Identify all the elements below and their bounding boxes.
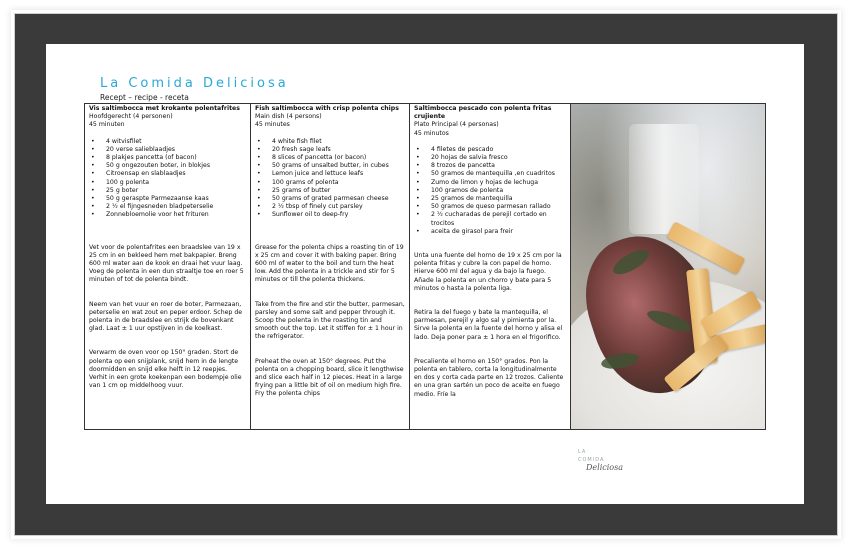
ingredient-item: • 25 gramos de mantequilla — [414, 195, 566, 203]
ingredient-item: • 100 gramos de polenta — [414, 187, 566, 195]
brand-title: La Comida Deliciosa — [100, 76, 289, 91]
ingredient-item: • 50 gramos de queso parmesan rallado — [414, 203, 566, 211]
recipe-step: Precaliente el horno en 150° grados. Pon la polenta en tablero, corta la longitudinalmente en dos y corta cada parte en 12 trozos. Caliente en una gran sartén un poco de aceite en fuego medio. Fríe la — [414, 357, 564, 398]
dish-photo — [571, 104, 765, 429]
ingredient-item: • 100 grams of polenta — [255, 179, 405, 187]
recipe-step: Verwarm de oven voor op 150° graden. Stort de polenta op een snijplank, snijd hem in de lengte doormidden en snijd elke helft in 12 reepjes. Verhit in een grote koekenpan een bodempje olie van 1 cm op middelhoog vuur. — [89, 349, 242, 390]
ingredient-item: • 8 plakjes pancetta (of bacon) — [89, 154, 246, 162]
ingredient-list — [89, 138, 246, 220]
recipe-step: Unta una fuente del horno de 19 x 25 cm por la polenta fritas y cubre la con papel de horno. Hierve 600 ml del agua y da bajo la fuego. Añade la polenta en un chorro y bate para 5 minutos o hasta la polenta liga. — [414, 252, 562, 292]
recipe-step: Retira la del fuego y bate la mantequilla, el parmesan, perejil y algo sal y pimienta por la. Sirve la polenta en la fuente del horno y alisa el lado. Deja poner para ± 1 hora en el frigorifico. — [414, 309, 563, 341]
recipe-column-dutch — [85, 104, 251, 429]
ingredient-list — [414, 146, 566, 236]
ingredient-item: • 4 white fish filet — [255, 138, 405, 146]
ingredient-item: • 2 ½ cucharadas de perejil cortado en trocitos — [414, 211, 566, 227]
ingredient-item: • 2 ½ tbsp of finely cut parsley — [255, 203, 405, 211]
recipe-step: Preheat the oven at 150° degrees. Put the polenta on a chopping board, slice it lengthwise and slice each half in 12 pieces. Heat in a large frying pan a little bit of oil on medium high fire. Fry the polenta chips — [255, 357, 404, 398]
recipe-time: 45 minutes — [255, 121, 290, 129]
ingredient-item: • 20 fresh sage leafs — [255, 146, 405, 154]
recipe-title: Vis saltimbocca met krokante polentafrites — [89, 105, 240, 112]
recipe-course: Plato Principal (4 personas) — [414, 121, 499, 129]
recipe-column-english — [251, 104, 410, 429]
ingredient-item: • Zumo de limon y hojas de lechuga — [414, 179, 566, 187]
ingredient-item: • 8 trozos de pancetta — [414, 162, 566, 170]
recipe-column-spanish — [410, 104, 571, 429]
ingredient-item: • 50 grams of unsalted butter, in cubes — [255, 162, 405, 170]
recipe-step: Neem van het vuur en roer de boter, Parmezaan, peterselie en wat zout en peper erdoor. Schep de polenta in de braadslee en strijk de bovenkant glad. Laat ± 1 uur opstijven in de koelkast. — [89, 300, 243, 333]
recipe-course: Main dish (4 persons) — [255, 113, 322, 121]
recipe-title: Fish saltimbocca with crisp polenta chips — [255, 105, 399, 112]
recipe-table — [84, 103, 766, 430]
ingredient-item: • 25 g boter — [89, 187, 246, 195]
recipe-step: Take from the fire and stir the butter, parmesan, parsley and some salt and pepper through it. Scoop the polenta in the roasting tin and smooth out the top. Let it stiffen for ± 1 hour in the refrigerator. — [255, 300, 405, 341]
ingredient-item: • Lemon juice and lettuce leafs — [255, 170, 405, 178]
ingredient-item: • 25 grams of butter — [255, 187, 405, 195]
ingredient-item: • 20 verse salieblaadjes — [89, 146, 246, 154]
recipe-time: 45 minutos — [414, 129, 449, 137]
ingredient-item: • Citroensap en slablaadjes — [89, 170, 246, 178]
ingredient-item: • 4 witvisfilet — [89, 138, 246, 146]
ingredient-item: • 50 gramos de mantequilla ,en cuadritos — [414, 170, 566, 178]
recipe-time: 45 minuten — [89, 121, 125, 129]
logo-line: COMIDA — [578, 457, 605, 463]
recipe-step: Grease for the polenta chips a roasting tin of 19 x 25 cm and cover it with baking paper. Bring 600 ml of water to the boil and turn the heat low. Add the polenta in a trickle and stir for 5 minutes or till the polenta thickens. — [255, 243, 404, 284]
recipe-course: Hoofdgerecht (4 personen) — [89, 113, 173, 121]
recipe-step: Vet voor de polentafrites een braadslee van 19 x 25 cm in en bekleed hem met bakpapier. Breng 600 ml water aan de kook en draai het vuur laag. Voeg de polenta in een dun straaltje toe en roer 5 minuten of tot de polenta bindt. — [89, 243, 244, 284]
ingredient-item: • 20 hojas de salvia fresco — [414, 154, 566, 162]
ingredient-item: • 2 ½ el fijngesneden bladpeterselie — [89, 203, 246, 211]
ingredient-item: • 8 slices of pancetta (or bacon) — [255, 154, 405, 162]
ingredient-list — [255, 138, 405, 220]
ingredient-item: • 50 grams of grated parmesan cheese — [255, 195, 405, 203]
ingredient-item: • 100 g polenta — [89, 179, 246, 187]
logo-line: LA — [578, 449, 587, 455]
ingredient-item: • 4 filetes de pescado — [414, 146, 566, 154]
brand-logo — [578, 449, 626, 479]
logo-script: Deliciosa — [586, 463, 623, 472]
ingredient-item: • 50 g ongezouten boter, in blokjes — [89, 162, 246, 170]
page-subtitle: Recept – recipe - receta — [100, 93, 189, 102]
ingredient-item: • Sunflower oil to deep-fry — [255, 211, 405, 219]
ingredient-item: • Zonnebloemolie voor het frituren — [89, 211, 246, 219]
recipe-title: Saltimbocca pescado con polenta fritas crujiente — [414, 105, 552, 121]
ingredient-item: • 50 g geraspte Parmezaanse kaas — [89, 195, 246, 203]
glass-shape — [629, 124, 699, 234]
ingredient-item: • aceita de girasol para freir — [414, 228, 566, 236]
